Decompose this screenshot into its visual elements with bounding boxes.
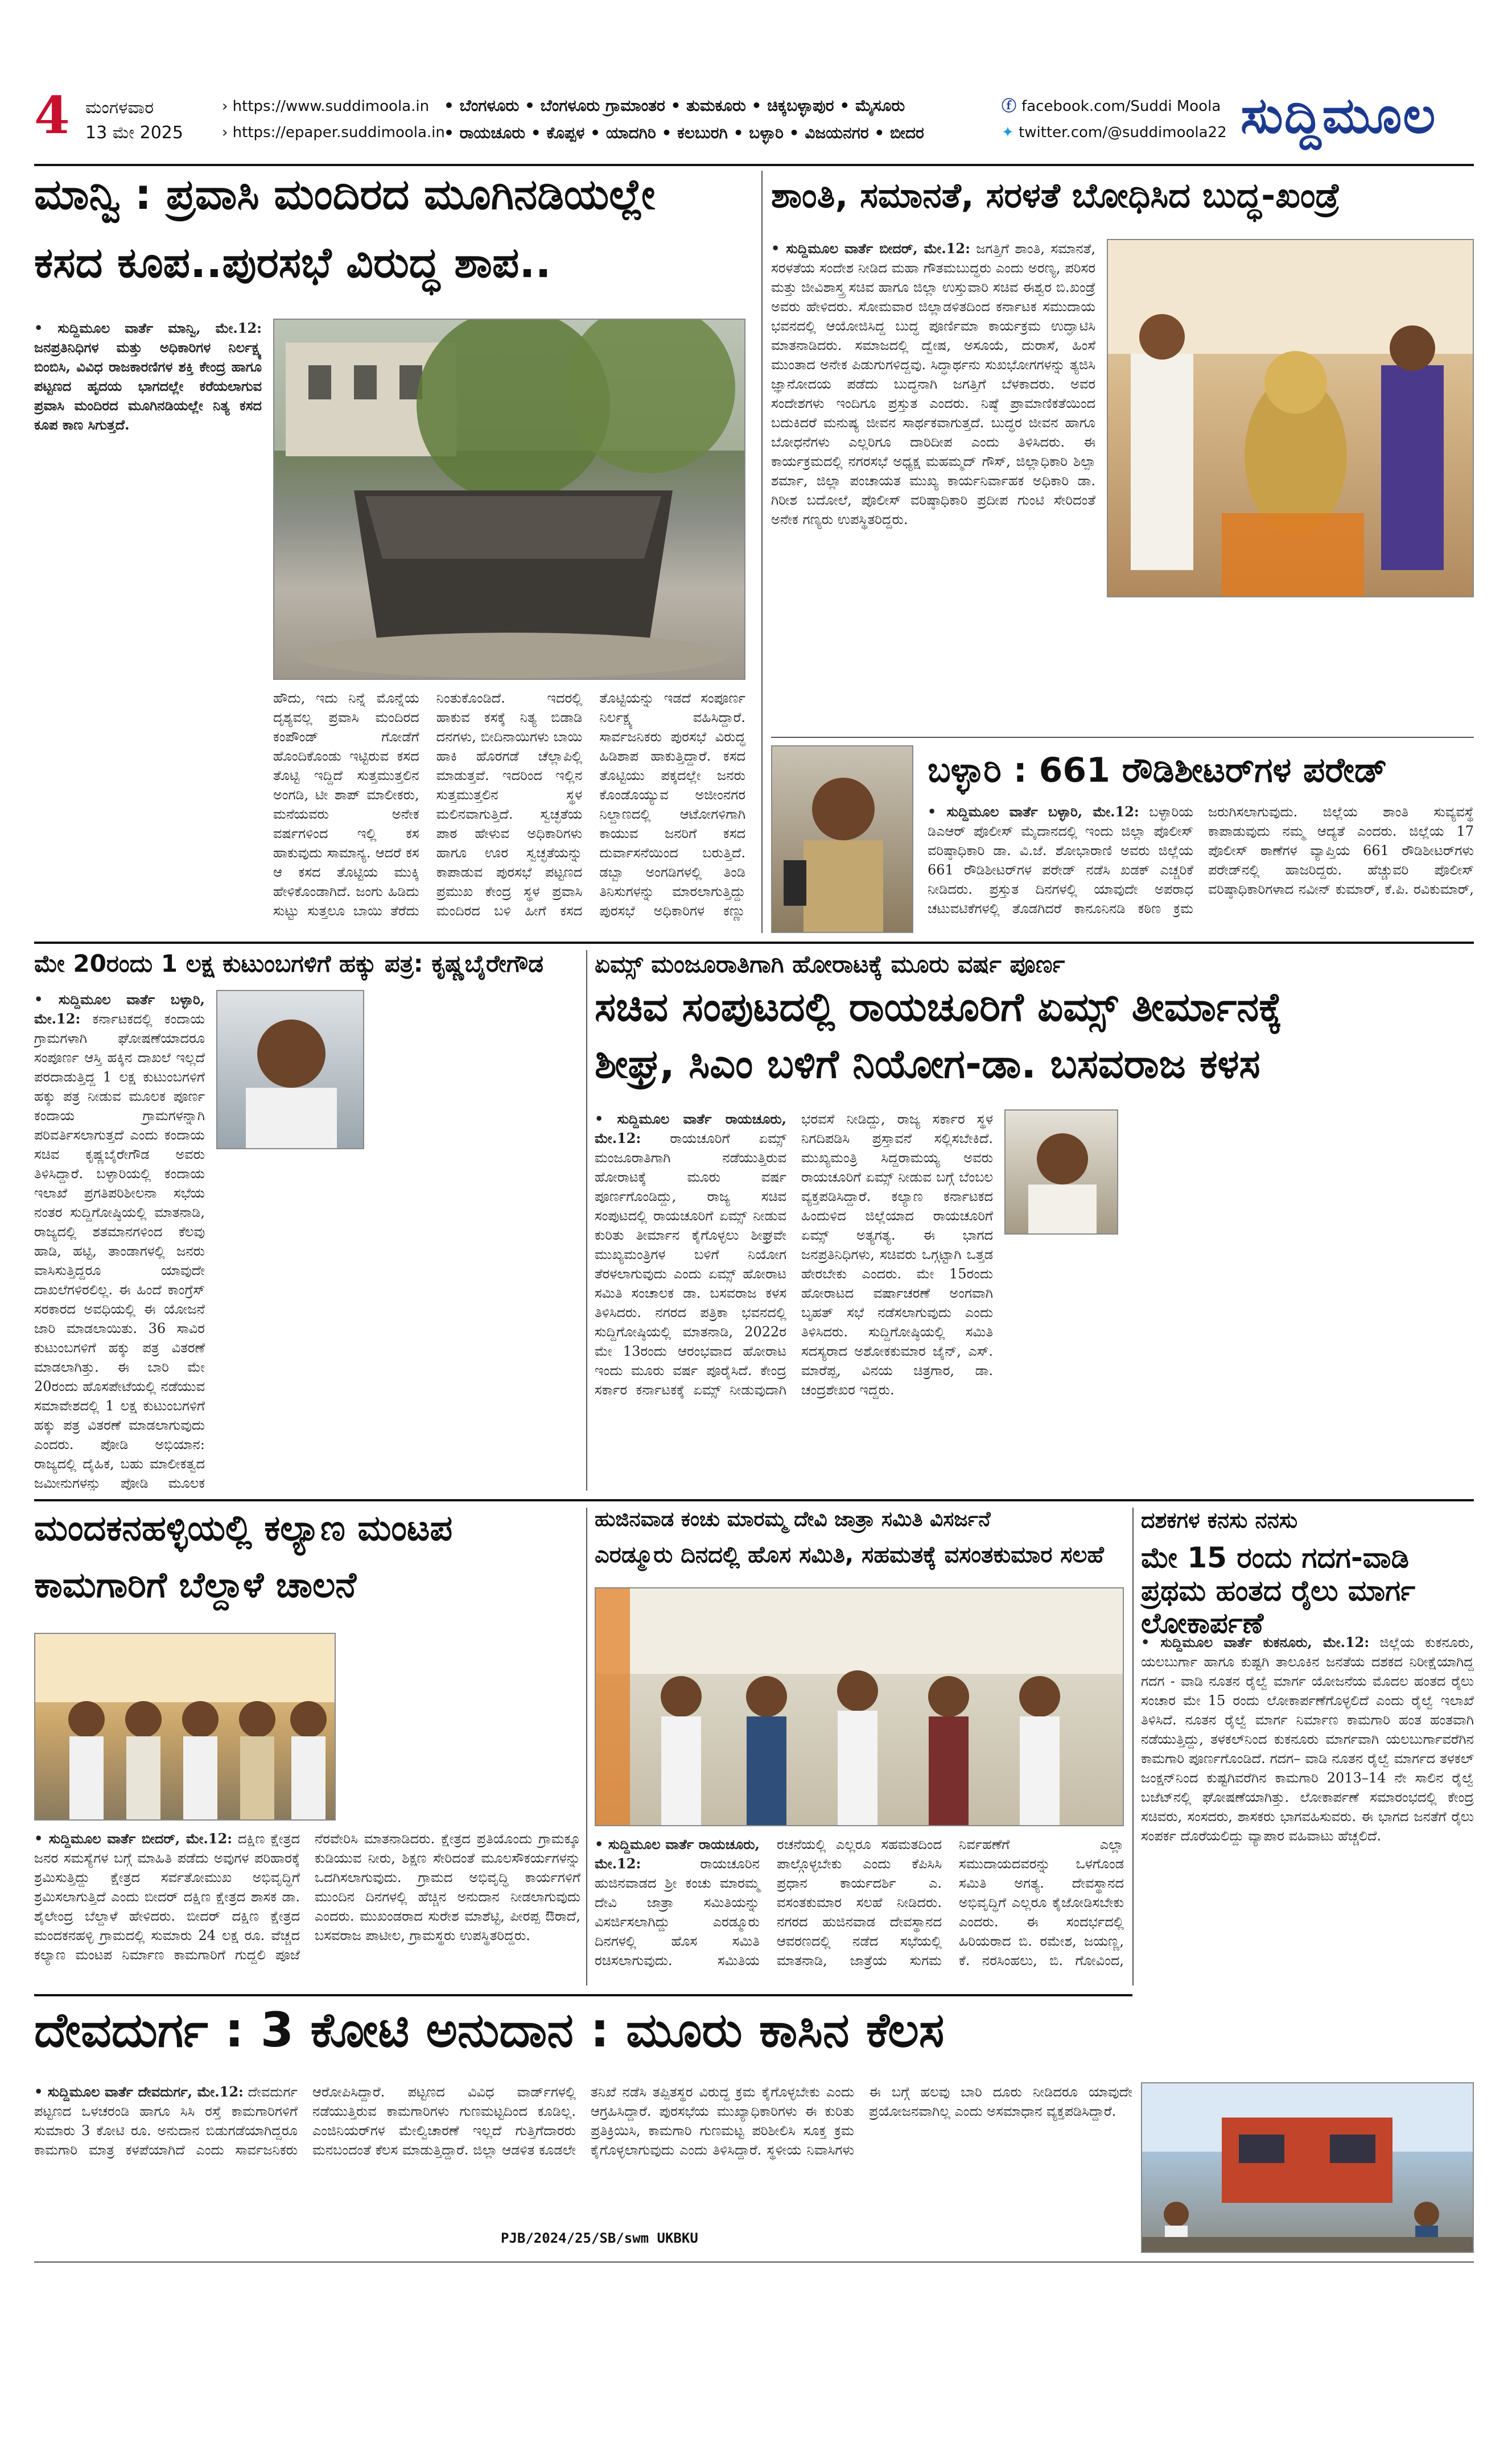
district-nav <box>444 92 1013 147</box>
story8-body: ಜಿಲ್ಲೆಯ ಕುಕನೂರು, ಯಲಬುರ್ಗಾ ಹಾಗೂ ಕುಷ್ಟಗಿ ತಾಲೂಕಿನ ಜನತೆಯ ದಶಕದ ನಿರೀಕ್ಷೆಯಾಗಿದ್ದ ಗದಗ - ವಾಡಿ ನೂತನ ರೈಲ್ವೆ ಮಾರ್ಗ ಯೋಜನೆಯ ಮೊದಲ ಹಂತದ ರೈಲು ಸಂಚಾರ ಮೇ 15 ರಂದು ಲೋಕಾರ್ಪಣೆಗೊಳ್ಳಲಿದೆ ಎಂದು ರೈಲ್ವೆ ಇಲಾಖೆ ತಿಳಿಸಿದೆ. ನೂತನ ರೈಲ್ವೆ ಮಾರ್ಗ ನಿರ್ಮಾಣ ಕಾಮಗಾರಿ ಹಂತ ಹಂತವಾಗಿ ನಡೆಯುತ್ತಿದ್ದು, ತಳಕಲ್‌ನಿಂದ ಕುಕನೂರು ಮಾರ್ಗವಾಗಿ ಯಲಬುರ್ಗಾವರೆಗಿನ ಕಾಮಗಾರಿ ಪೂರ್ಣಗೊಂಡಿದೆ. ಗದಗ– ವಾಡಿ ನೂತನ ರೈಲ್ವೆ ಮಾರ್ಗದ ತಳಕಲ್ ಜಂಕ್ಷನ್‌ನಿಂದ ಕುಷ್ಟಗಿವರೆಗಿನ ಕಾಮಗಾರಿ 2013–14 ನೇ ಸಾಲಿನ ರೈಲ್ವೆ ಬಜೆಟ್‌ನಲ್ಲಿ ಘೋಷಣೆಯಾಗಿತ್ತು. ಲೋಕಾರ್ಪಣೆ ಸಮಾರಂಭದಲ್ಲಿ ಕೇಂದ್ರ ಸಚಿವರು, ಸಂಸದರು, ಶಾಸಕರು ಭಾಗವಹಿಸುವರು. ಈ ಭಾಗದ ಜನತೆಗೆ ರೈಲು ಸಂಪರ್ಕ ದೊರೆಯಲಿದ್ದು ವ್ಯಾಪಾರ ವಹಿವಾಟು ಹೆಚ್ಚಲಿದೆ. <box>1141 1635 1474 1844</box>
story4-headline: ಮೇ 20ರಂದು 1 ಲಕ್ಷ ಕುಟುಂಬಗಳಿಗೆ ಹಕ್ಕು ಪತ್ರ: ಕೃಷ್ಣಬೈರೇಗೌಡ <box>34 950 544 977</box>
story8-byline: • ಸುದ್ದಿಮೂಲ ವಾರ್ತೆ ಕುಕನೂರು, ಮೇ.12: <box>1141 1634 1370 1650</box>
story1-headline-1: ಮಾನ್ವಿ : ಪ್ರವಾಸಿ ಮಂದಿರದ ಮೂಗಿನಡಿಯಲ್ಲೇ <box>34 170 656 219</box>
story9-headline: ದೇವದುರ್ಗ : 3 ಕೋಟಿ ಅನುದಾನ : ಮೂರು ಕಾಸಿನ ಕೆಲಸ <box>34 2002 945 2058</box>
speaker-portrait-image <box>1006 1111 1118 1235</box>
story3-body: ಬಳ್ಳಾರಿಯ ಡಿಎಆರ್ ಪೊಲೀಸ್ ಮೈದಾನದಲ್ಲಿ ಇಂದು ಜಿಲ್ಲಾ ಪೊಲೀಸ್ ವರಿಷ್ಠಾಧಿಕಾರಿ ಡಾ. ವಿ.ಜೆ. ಶೋಭಾರಾಣಿ ಅವರು ಜಿಲ್ಲೆಯ 661 ರೌಡಿಶೀಟರ್‌ಗಳ ಪರೇಡ್ ನಡೆಸಿ ಖಡಕ್ ಎಚ್ಚರಿಕೆ ನೀಡಿದರು. ಪ್ರಸ್ತುತ ದಿನಗಳಲ್ಲಿ ಯಾವುದೇ ಅಪರಾಧ ಚಟುವಟಿಕೆಗಳಲ್ಲಿ ತೊಡಗಿದರೆ ಕಾನೂನಿನಡಿ ಕಠಿಣ ಕ್ರಮ ಜರುಗಿಸಲಾಗುವುದು. ಜಿಲ್ಲೆಯ ಶಾಂತಿ ಸುವ್ಯವಸ್ಥೆ ಕಾಪಾಡುವುದು ನಮ್ಮ ಆದ್ಯತೆ ಎಂದರು. ಜಿಲ್ಲೆಯ 17 ಪೊಲೀಸ್ ಠಾಣೆಗಳ ವ್ಯಾಪ್ತಿಯ 661 ರೌಡಿಶೀಟರ್‌ಗಳು ಪರೇಡ್‌ನಲ್ಲಿ ಹಾಜರಿದ್ದರು. ಹೆಚ್ಚುವರಿ ಪೊಲೀಸ್ ವರಿಷ್ಠಾಧಿಕಾರಿಗಳಾದ ನವೀನ್ ಕುಮಾರ್, ಕೆ.ಪಿ. ರವಿಕುಮಾರ್, <box>928 804 1474 917</box>
story7-kicker: ಹುಜಿನವಾಡ ಕಂಚು ಮಾರಮ್ಮ ದೇವಿ ಜಾತ್ರಾ ಸಮಿತಿ ವಿಸರ್ಜನೆ <box>595 1508 991 1531</box>
ad-code: PJB/2024/25/SB/swm UKBKU <box>501 2230 698 2246</box>
facebook-icon: ⓕ <box>1002 98 1022 115</box>
story6-headline-1: ಮಂದಕನಹಳ್ಳಿಯಲ್ಲಿ ಕಲ್ಯಾಣ ಮಂಟಪ <box>34 1507 453 1549</box>
story3-byline: • ಸುದ್ದಿಮೂಲ ವಾರ್ತೆ ಬಳ್ಳಾರಿ, ಮೇ.12: <box>928 803 1139 820</box>
epaper-link[interactable]: › https://epaper.suddimoola.in <box>222 124 445 141</box>
story5-headline-2: ಶೀಘ್ರ, ಸಿಎಂ ಬಳಿಗೆ ನಿಯೋಗ-ಡಾ. ಬಸವರಾಜ ಕಳಸ <box>595 1041 1260 1087</box>
groundbreaking-ceremony-image <box>35 1634 336 1821</box>
story7-photo <box>595 1587 1124 1826</box>
story2-body-col1 <box>771 239 1095 728</box>
story1-byline: • ಸುದ್ದಿಮೂಲ ವಾರ್ತೆ ಮಾನ್ವಿ, ಮೇ.12: <box>34 320 262 336</box>
story9-body: ದೇವದುರ್ಗ ಪಟ್ಟಣದ ಒಳಚರಂಡಿ ಹಾಗೂ ಸಿಸಿ ರಸ್ತೆ ಕಾಮಗಾರಿಗಳಿಗೆ ಸುಮಾರು 3 ಕೋಟಿ ರೂ. ಅನುದಾನ ಬಿಡುಗಡೆಯಾಗಿದ್ದರೂ ಕಾಮಗಾರಿ ಮಾತ್ರ ಕಳಪೆಯಾಗಿದೆ ಎಂದು ಸಾರ್ವಜನಿಕರು ಆರೋಪಿಸಿದ್ದಾರೆ. ಪಟ್ಟಣದ ವಿವಿಧ ವಾರ್ಡ್‌ಗಳಲ್ಲಿ ನಡೆಯುತ್ತಿರುವ ಕಾಮಗಾರಿಗಳು ಗುಣಮಟ್ಟದಿಂದ ಕೂಡಿಲ್ಲ. ಎಂಜಿನಿಯರ್‌ಗಳ ಮೇಲ್ವಿಚಾರಣೆ ಇಲ್ಲದೆ ಗುತ್ತಿಗೆದಾರರು ಮನಬಂದಂತೆ ಕೆಲಸ ಮಾಡುತ್ತಿದ್ದಾರೆ. ಜಿಲ್ಲಾ ಆಡಳಿತ ಕೂಡಲೇ ತನಿಖೆ ನಡೆಸಿ ತಪ್ಪಿತಸ್ಥರ ವಿರುದ್ಧ ಕ್ರಮ ಕೈಗೊಳ್ಳಬೇಕು ಎಂದು ಆಗ್ರಹಿಸಿದ್ದಾರೆ. ಪುರಸಭೆಯ ಮುಖ್ಯಾಧಿಕಾರಿಗಳು ಈ ಕುರಿತು ಪ್ರತಿಕ್ರಿಯಿಸಿ, ಕಾಮಗಾರಿ ಗುಣಮಟ್ಟ ಪರಿಶೀಲಿಸಿ ಸೂಕ್ತ ಕ್ರಮ ಕೈಗೊಳ್ಳಲಾಗುವುದು ಎಂದು ತಿಳಿಸಿದ್ದಾರೆ. ಸ್ಥಳೀಯ ನಿವಾಸಿಗಳು ಈ ಬಗ್ಗೆ ಹಲವು ಬಾರಿ ದೂರು ನೀಡಿದರೂ ಯಾವುದೇ ಪ್ರಯೋಜನವಾಗಿಲ್ಲ ಎಂದು ಅಸಮಾಧಾನ ವ್ಯಕ್ತಪಡಿಸಿದ್ದಾರೆ. <box>34 2084 1132 2158</box>
nav-row-2: • ರಾಯಚೂರು • ಕೊಪ್ಪಳ • ಯಾದಗಿರಿ • ಕಲಬುರಗಿ • ಬಳ್ಳಾರಿ • ವಿಜಯನಗರ • ಬೀದರ <box>444 123 924 142</box>
buddha-ceremony-image <box>1108 240 1474 597</box>
section-rule-2 <box>34 1499 1474 1501</box>
story4-byline: • ಸುದ್ದಿಮೂಲ ವಾರ್ತೆ ಬಳ್ಳಾರಿ, ಮೇ.12: <box>34 991 205 1027</box>
social-block <box>1002 93 1227 146</box>
story1-lead: ಜನಪ್ರತಿನಿಧಿಗಳ ಮತ್ತು ಅಧಿಕಾರಿಗಳ ನಿರ್ಲಕ್ಷ್ಯ ಬಿಂಬಿಸಿ, ವಿವಿಧ ರಾಜಕಾರಣಿಗಳ ಶಕ್ತಿ ಕೇಂದ್ರ ಹಾಗೂ ಪಟ್ಟಣದ ಹೃದಯ ಭಾಗದಲ್ಲೇ ಕರೆಯಲಾಗುವ ಪ್ರವಾಸಿ ಮಂದಿರದ ಮೂಗಿನಡಿಯಲ್ಲೇ ನಿತ್ಯ ಕಸದ ಕೂಪ ಕಾಣ ಸಿಗುತ್ತದೆ. <box>34 339 262 433</box>
story4-body-col1 <box>34 990 205 1491</box>
page-number: 4 <box>34 85 70 146</box>
story1-body: ಹೌದು, ಇದು ನಿನ್ನೆ ಮೊನ್ನೆಯ ದೃಶ್ಯವಲ್ಲ ಪ್ರವಾಸಿ ಮಂದಿರದ ಕಂಪೌಂಡ್ ಗೋಡೆಗೆ ಹೊಂದಿಕೊಂಡು ಇಟ್ಟಿರುವ ಕಸದ ತೊಟ್ಟಿ ಇದ್ದಿದೆ ಸುತ್ತಮುತ್ತಲಿನ ಅಂಗಡಿ, ಟೀ ಶಾಪ್ ಮಾಲೀಕರು, ಮನೆಯವರು ಅನೇಕ ವರ್ಷಗಳಿಂದ ಇಲ್ಲಿ ಕಸ ಹಾಕುವುದು ಸಾಮಾನ್ಯ. ಆದರೆ ಕಸ ಆ ಕಸದ ತೊಟ್ಟಿಯ ಮುಕ್ಕಿ ಹೇಳಿಕೊಂಡಾಗಿದೆ. ಜಂಗು ಹಿಡಿದು ಸುಟ್ಟು ಸುತ್ತಲೂ ಬಾಯಿ ತೆರೆದು ನಿಂತುಕೊಂಡಿದೆ. ಇದರಲ್ಲಿ ಹಾಕುವ ಕಸಕ್ಕೆ ನಿತ್ಯ ಬಿಡಾಡಿ ದನಗಳು, ಬೀದಿನಾಯಿಗಳು ಬಾಯಿ ಹಾಕಿ ಹೊರಗಡೆ ಚೆಲ್ಲಾಪಿಲ್ಲಿ ಮಾಡುತ್ತವೆ. ಇದರಿಂದ ಇಲ್ಲಿನ ಸುತ್ತಮುತ್ತಲಿನ ಸ್ಥಳ ಮಲಿನವಾಗುತ್ತಿದೆ. ಸ್ವಚ್ಛತೆಯ ಪಾಠ ಹೇಳುವ ಅಧಿಕಾರಿಗಳು ಹಾಗೂ ಊರ ಸ್ವಚ್ಛತೆಯನ್ನು ಕಾಪಾಡುವ ಪುರಸಭೆ ಪಟ್ಟಣದ ಪ್ರಮುಖ ಕೇಂದ್ರ ಸ್ಥಳ ಪ್ರವಾಸಿ ಮಂದಿರದ ಬಳಿ ಹೀಗೆ ಕಸದ ತೊಟ್ಟಿಯನ್ನು ಇಡದೆ ಸಂಪೂರ್ಣ ನಿರ್ಲಕ್ಷ್ಯ ವಹಿಸಿದ್ದಾರೆ. ಸಾರ್ವಜನಿಕರು ಪುರಸಭೆ ವಿರುದ್ಧ ಹಿಡಿಶಾಪ ಹಾಕುತ್ತಿದ್ದಾರೆ. ಕಸದ ತೊಟ್ಟಿಯು ಪಕ್ಕದಲ್ಲೇ ಜನರು ಕೊಂಡೊಯ್ಯುವ ಅಜೀಂನಗರ ನಿಲ್ದಾಣದಲ್ಲಿ ಆಟೋಗಳಿಗಾಗಿ ಕಾಯುವ ಜನರಿಗೆ ಕಸದ ದುರ್ವಾಸನೆಯಿಂದ ಬರುತ್ತಿದೆ. ಡಬ್ಬಾ ಅಂಗಡಿಗಳಲ್ಲಿ ತಿಂಡಿ ತಿನಿಸುಗಳನ್ನು ಮಾರಲಾಗುತ್ತಿದ್ದು ಪುರಸಭೆ ಅಧಿಕಾರಿಗಳ ಕಣ್ಣು <box>273 690 745 919</box>
garbage-bin-image <box>274 320 745 680</box>
column-divider-4 <box>1132 1508 1134 1986</box>
date-label: 13 ಮೇ 2025 <box>85 123 183 143</box>
story5-headline-1: ಸಚಿವ ಸಂಪುಟದಲ್ಲಿ ರಾಯಚೂರಿಗೆ ಏಮ್ಸ್ ತೀರ್ಮಾನಕ್ಕೆ <box>595 984 1283 1030</box>
column-divider <box>761 171 763 933</box>
story6-body: ದಕ್ಷಿಣ ಕ್ಷೇತ್ರದ ಜನರ ಸಮಸ್ಯೆಗಳ ಬಗ್ಗೆ ಮಾಹಿತಿ ಪಡೆದು ಅವುಗಳ ಪರಿಹಾರಕ್ಕೆ ಶ್ರಮಿಸುತ್ತಿದ್ದು ಕ್ಷೇತ್ರದ ಸರ್ವತೋಮುಖ ಅಭಿವೃದ್ಧಿಗೆ ಶ್ರಮಿಸಲಾಗುತ್ತಿದೆ ಎಂದು ಬೀದರ್ ದಕ್ಷಿಣ ಕ್ಷೇತ್ರದ ಶಾಸಕ ಡಾ. ಶೈಲೇಂದ್ರ ಬೆಲ್ದಾಳೆ ಹೇಳಿದರು. ಬೀದರ್ ದಕ್ಷಿಣ ಕ್ಷೇತ್ರದ ಮಂದಕನಹಳ್ಳಿ ಗ್ರಾಮದಲ್ಲಿ ಸುಮಾರು 24 ಲಕ್ಷ ರೂ. ವೆಚ್ಚದ ಕಲ್ಯಾಣ ಮಂಟಪ ನಿರ್ಮಾಣ ಕಾಮಗಾರಿಗೆ ಗುದ್ದಲಿ ಪೂಜೆ ನೆರವೇರಿಸಿ ಮಾತನಾಡಿದರು. ಕ್ಷೇತ್ರದ ಪ್ರತಿಯೊಂದು ಗ್ರಾಮಕ್ಕೂ ಕುಡಿಯುವ ನೀರು, ಶಿಕ್ಷಣ ಸೇರಿದಂತೆ ಮೂಲಸೌಕರ್ಯಗಳನ್ನು ಒದಗಿಸಲಾಗುವುದು. ಗ್ರಾಮದ ಅಭಿವೃದ್ಧಿ ಕಾರ್ಯಗಳಿಗೆ ಮುಂದಿನ ದಿನಗಳಲ್ಲಿ ಹೆಚ್ಚಿನ ಅನುದಾನ ನೀಡಲಾಗುವುದು ಎಂದರು. ಮುಖಂಡರಾದ ಸುರೇಶ ಮಾಶೆಟ್ಟಿ, ಪೀರಪ್ಪ ಔರಾದೆ, ಬಸವರಾಜ ಪಾಟೀಲ, ಗ್ರಾಮಸ್ಥರು ಉಪಸ್ಥಿತರಿದ್ದರು. <box>34 1831 580 1963</box>
story5-body: ರಾಯಚೂರಿಗೆ ಏಮ್ಸ್ ಮಂಜೂರಾತಿಗಾಗಿ ನಡೆಯುತ್ತಿರುವ ಹೋರಾಟಕ್ಕೆ ಮೂರು ವರ್ಷ ಪೂರ್ಣಗೊಂಡಿದ್ದು, ರಾಜ್ಯ ಸಚಿವ ಸಂಪುಟದಲ್ಲಿ ರಾಯಚೂರಿಗೆ ಏಮ್ಸ್ ನೀಡುವ ಕುರಿತು ತೀರ್ಮಾನ ಕೈಗೊಳ್ಳಲು ಶೀಘ್ರವೇ ಮುಖ್ಯಮಂತ್ರಿಗಳ ಬಳಿಗೆ ನಿಯೋಗ ತೆರಳಲಾಗುವುದು ಎಂದು ಏಮ್ಸ್ ಹೋರಾಟ ಸಮಿತಿ ಸಂಚಾಲಕ ಡಾ. ಬಸವರಾಜ ಕಳಸ ತಿಳಿಸಿದರು. ನಗರದ ಪತ್ರಿಕಾ ಭವನದಲ್ಲಿ ಸುದ್ದಿಗೋಷ್ಠಿಯಲ್ಲಿ ಮಾತನಾಡಿ, 2022ರ ಮೇ 13ರಂದು ಆರಂಭವಾದ ಹೋರಾಟ ಇಂದು ಮೂರು ವರ್ಷ ಪೂರೈಸಿದೆ. ಕೇಂದ್ರ ಸರ್ಕಾರ ಕರ್ನಾಟಕಕ್ಕೆ ಏಮ್ಸ್ ನೀಡುವುದಾಗಿ ಭರವಸೆ ನೀಡಿದ್ದು, ರಾಜ್ಯ ಸರ್ಕಾರ ಸ್ಥಳ ನಿಗದಿಪಡಿಸಿ ಪ್ರಸ್ತಾವನೆ ಸಲ್ಲಿಸಬೇಕಿದೆ. ಮುಖ್ಯಮಂತ್ರಿ ಸಿದ್ದರಾಮಯ್ಯ ಅವರು ರಾಯಚೂರಿಗೆ ಏಮ್ಸ್ ನೀಡುವ ಬಗ್ಗೆ ಬೆಂಬಲ ವ್ಯಕ್ತಪಡಿಸಿದ್ದಾರೆ. ಕಲ್ಯಾಣ ಕರ್ನಾಟಕದ ಹಿಂದುಳಿದ ಜಿಲ್ಲೆಯಾದ ರಾಯಚೂರಿಗೆ ಏಮ್ಸ್ ಅತ್ಯಗತ್ಯ. ಈ ಭಾಗದ ಜನಪ್ರತಿನಿಧಿಗಳು, ಸಚಿವರು ಒಗ್ಗಟ್ಟಾಗಿ ಒತ್ತಡ ಹೇರಬೇಕು ಎಂದರು. ಮೇ 15ರಂದು ಹೋರಾಟದ ವರ್ಷಾಚರಣೆ ಅಂಗವಾಗಿ ಬೃಹತ್ ಸಭೆ ನಡೆಸಲಾಗುವುದು ಎಂದು ತಿಳಿಸಿದರು. ಸುದ್ದಿಗೋಷ್ಠಿಯಲ್ಲಿ ಸಮಿತಿ ಸದಸ್ಯರಾದ ಅಶೋಕಕುಮಾರ ಜೈನ್, ಎಸ್. ಮಾರೆಪ್ಪ, ವಿನಯ ಚಿತ್ರಗಾರ, ಡಾ. ಚಂದ್ರಶೇಖರ ಇದ್ದರು. <box>595 1111 993 1398</box>
story2-headline: ಶಾಂತಿ, ಸಮಾನತೆ, ಸರಳತೆ ಬೋಧಿಸಿದ ಬುದ್ಧ-ಖಂಡ್ರೆ <box>771 176 1340 216</box>
story8-photo <box>1141 2082 1474 2253</box>
story8-headline: ಮೇ 15 ರಂದು ಗದಗ-ವಾಡಿ ಪ್ರಥಮ ಹಂತದ ರೈಲು ಮಾರ್ಗ ಲೋಕಾರ್ಪಣೆ <box>1141 1541 1416 1640</box>
story4-body: ಕರ್ನಾಟಕದಲ್ಲಿ ಕಂದಾಯ ಗ್ರಾಮಗಳಾಗಿ ಘೋಷಣೆಯಾದರೂ ಸಂಪೂರ್ಣ ಆಸ್ತಿ ಹಕ್ಕಿನ ದಾಖಲೆ ಇಲ್ಲದೆ ಪರದಾಡುತ್ತಿದ್ದ 1 ಲಕ್ಷ ಕುಟುಂಬಗಳಿಗೆ ಹಕ್ಕು ಪತ್ರ ನೀಡುವ ಮೂಲಕ ಪೂರ್ಣ ಕಂದಾಯ ಗ್ರಾಮಗಳನ್ನಾಗಿ ಪರಿವರ್ತಿಸಲಾಗುತ್ತದೆ ಎಂದು ಕಂದಾಯ ಸಚಿವ ಕೃಷ್ಣಬೈರೇಗೌಡ ಅವರು ತಿಳಿಸಿದ್ದಾರೆ. ಬಳ್ಳಾರಿಯಲ್ಲಿ ಕಂದಾಯ ಇಲಾಖೆ ಪ್ರಗತಿಪರಿಶೀಲನಾ ಸಭೆಯ ನಂತರ ಸುದ್ದಿಗೋಷ್ಠಿಯಲ್ಲಿ ಮಾತನಾಡಿ, ರಾಜ್ಯದಲ್ಲಿ ಶತಮಾನಗಳಿಂದ ಕೆಲವು ಹಾಡಿ, ಹಟ್ಟಿ, ತಾಂಡಾಗಳಲ್ಲಿ ಜನರು ವಾಸಿಸುತ್ತಿದ್ದರೂ ಯಾವುದೇ ದಾಖಲೆಗಳಿರಲಿಲ್ಲ. ಈ ಹಿಂದೆ ಕಾಂಗ್ರೆಸ್ ಸರಕಾರದ ಅವಧಿಯಲ್ಲಿ ಈ ಯೋಜನೆ ಜಾರಿ ಮಾಡಲಾಯಿತು. 36 ಸಾವಿರ ಕುಟುಂಬಗಳಿಗೆ ಹಕ್ಕು ಪತ್ರ ವಿತರಣೆ ಮಾಡಲಾಗಿತ್ತು. ಈ ಬಾರಿ ಮೇ 20ರಂದು ಹೊಸಪೇಟೆಯಲ್ಲಿ ನಡೆಯುವ ಸಮಾವೇಶದಲ್ಲಿ 1 ಲಕ್ಷ ಕುಟುಂಬಗಳಿಗೆ ಹಕ್ಕು ಪತ್ರ ವಿತರಣೆ ಮಾಡಲಾಗುವುದು ಎಂದರು. ಪೋಡಿ ಅಭಿಯಾನ: ರಾಜ್ಯದಲ್ಲಿ ದೈಹಿಕ, ಬಹು ಮಾಲೀಕತ್ವದ ಜಮೀನುಗಳನ್ನು ಪೋಡಿ ಮೂಲಕ <box>34 1011 205 1491</box>
story5-body-col2 <box>1130 1109 1474 1491</box>
facebook-link[interactable]: ⓕ facebook.com/Suddi Moola <box>1002 98 1221 115</box>
twitter-icon: ✦ <box>1002 124 1019 141</box>
story5-body-block <box>595 1109 993 1491</box>
url-block <box>222 93 445 146</box>
chevron-right-icon: › <box>222 124 233 141</box>
story6-photo <box>34 1633 336 1821</box>
minister-portrait-image <box>217 991 364 1149</box>
column-divider-3 <box>586 1508 587 1986</box>
day-label: ಮಂಗಳವಾರ <box>85 98 154 118</box>
story5-byline: • ಸುದ್ದಿಮೂಲ ವಾರ್ತೆ ರಾಯಚೂರು, ಮೇ.12: <box>595 1111 786 1146</box>
story8-body-block <box>1141 1633 1474 2071</box>
story3-headline: ಬಳ್ಳಾರಿ : 661 ರೌಡಿಶೀಟರ್‌ಗಳ ಪರೇಡ್ <box>928 750 1387 790</box>
story2-byline: • ಸುದ್ದಿಮೂಲ ವಾರ್ತೆ ಬೀದರ್, ಮೇ.12: <box>771 240 970 257</box>
story4-photo <box>216 990 364 1149</box>
story3-body-block <box>928 802 1474 933</box>
police-officer-image <box>772 746 913 933</box>
footer-rule <box>34 2261 1474 2263</box>
train-inauguration-image <box>1142 2083 1474 2253</box>
story7-body-block <box>595 1835 1124 1986</box>
story2-body: ಜಗತ್ತಿಗೆ ಶಾಂತಿ, ಸಮಾನತೆ, ಸರಳತೆಯ ಸಂದೇಶ ನೀಡಿದ ಮಹಾ ಗೌತಮಬುದ್ಧರು ಎಂದು ಅರಣ್ಯ, ಪರಿಸರ ಮತ್ತು ಜೀವಿಶಾಸ್ತ್ರ ಸಚಿವ ಹಾಗೂ ಜಿಲ್ಲಾ ಉಸ್ತುವಾರಿ ಸಚಿವ ಈಶ್ವರ ಬಿ.ಖಂಡ್ರೆ ಅವರು ಹೇಳಿದರು. ಸೋಮವಾರ ಜಿಲ್ಲಾಡಳಿತದಿಂದ ಕರ್ನಾಟಕ ಸಮುದಾಯ ಭವನದಲ್ಲಿ ಆಯೋಜಿಸಿದ್ದ ಬುದ್ಧ ಪೂರ್ಣಿಮಾ ಕಾರ್ಯಕ್ರಮ ಉದ್ಘಾಟಿಸಿ ಮಾತನಾಡಿದರು. ಸಮಾಜದಲ್ಲಿ ದ್ವೇಷ, ಅಸೂಯೆ, ದುರಾಸೆ, ಹಿಂಸೆ ಮುಂತಾದ ಅನೇಕ ಪಿಡುಗುಗಳಿದ್ದವು. ಸಿದ್ಧಾರ್ಥನು ಸುಖಭೋಗಗಳನ್ನು ತ್ಯಜಿಸಿ ಜ್ಞಾನೋದಯ ಪಡೆದು ಬುದ್ಧನಾಗಿ ಜಗತ್ತಿಗೆ ಬೆಳಕಾದರು. ಅವರ ಸಂದೇಶಗಳು ಇಂದಿಗೂ ಪ್ರಸ್ತುತ ಎಂದರು. ನಿಷ್ಠೆ ಪ್ರಾಮಾಣಿಕತೆಯಿಂದ ಬದುಕಿದರೆ ಮನುಷ್ಯ ಜೀವನ ಸಾರ್ಥಕವಾಗುತ್ತದೆ. ಬುದ್ಧರ ಜೀವನ ಹಾಗೂ ಬೋಧನೆಗಳು ಎಲ್ಲರಿಗೂ ದಾರಿದೀಪ ಎಂದು ತಿಳಿಸಿದರು. ಈ ಕಾರ್ಯಕ್ರಮದಲ್ಲಿ ನಗರಸಭೆ ಅಧ್ಯಕ್ಷ ಮಹಮ್ಮದ್ ಗೌಸ್, ಜಿಲ್ಲಾಧಿಕಾರಿ ಶಿಲ್ಪಾ ಶರ್ಮಾ, ಜಿಲ್ಲಾ ಪಂಚಾಯತ ಮುಖ್ಯ ಕಾರ್ಯನಿರ್ವಾಹಕ ಅಧಿಕಾರಿ ಡಾ. ಗಿರೀಶ ಬದೋಲೆ, ಪೊಲೀಸ್ ವರಿಷ್ಠಾಧಿಕಾರಿ ಪ್ರದೀಪ ಗುಂಟಿ ಸೇರಿದಂತೆ ಅನೇಕ ಗಣ್ಯರು ಉಪಸ್ಥಿತರಿದ್ದರು. <box>771 241 1095 527</box>
story4-body-col2 <box>216 1155 580 1491</box>
story1-photo <box>273 319 745 680</box>
story6-headline-2: ಕಾಮಗಾರಿಗೆ ಬೆಲ್ದಾಳೆ ಚಾಲನೆ <box>34 1564 357 1605</box>
story6-byline: • ಸುದ್ದಿಮೂಲ ವಾರ್ತೆ ಬೀದರ್, ಮೇ.12: <box>34 1830 233 1847</box>
story9-byline: • ಸುದ್ದಿಮೂಲ ವಾರ್ತೆ ದೇವದುರ್ಗ, ಮೇ.12: <box>34 2083 244 2100</box>
committee-meeting-image <box>596 1588 1124 1826</box>
section-rule-3 <box>34 1994 1132 1996</box>
story1-headline-2: ಕಸದ ಕೂಪ..ಪುರಸಭೆ ವಿರುದ್ಧ ಶಾಪ.. <box>34 238 551 287</box>
masthead <box>34 85 1474 171</box>
story5-photo <box>1004 1109 1118 1235</box>
story1-body-continued <box>34 569 262 933</box>
nav-row-1: • ಬೆಂಗಳೂರು • ಬೆಂಗಳೂರು ಗ್ರಾಮಾಂತರ • ತುಮಕೂರು • ಚಿಕ್ಕಬಳ್ಳಾಪುರ • ಮೈಸೂರು <box>444 96 905 115</box>
chevron-right-icon: › <box>222 98 233 115</box>
dateline <box>85 96 183 146</box>
column-divider-2 <box>586 950 587 1491</box>
story6-body-block <box>34 1829 580 1986</box>
section-rule-1 <box>34 942 1474 944</box>
twitter-link[interactable]: ✦ twitter.com/@suddimoola22 <box>1002 124 1227 141</box>
story9-body-block <box>34 2082 1132 2253</box>
story7-body: ರಾಯಚೂರಿನ ಹುಜಿನವಾಡದ ಶ್ರೀ ಕಂಚು ಮಾರಮ್ಮ ದೇವಿ ಜಾತ್ರಾ ಸಮಿತಿಯನ್ನು ವಿಸರ್ಜಿಸಲಾಗಿದ್ದು ಎರಡ್ಮೂರು ದಿನಗಳಲ್ಲಿ ಹೊಸ ಸಮಿತಿ ರಚಿಸಲಾಗುವುದು. ಸಮಿತಿಯ ರಚನೆಯಲ್ಲಿ ಎಲ್ಲರೂ ಸಹಮತದಿಂದ ಪಾಲ್ಗೊಳ್ಳಬೇಕು ಎಂದು ಕೆಪಿಸಿಸಿ ಪ್ರಧಾನ ಕಾರ್ಯದರ್ಶಿ ಎ. ವಸಂತಕುಮಾರ ಸಲಹೆ ನೀಡಿದರು. ನಗರದ ಹುಜಿನವಾಡ ದೇವಸ್ಥಾನದ ಆವರಣದಲ್ಲಿ ನಡೆದ ಸಭೆಯಲ್ಲಿ ಮಾತನಾಡಿ, ಜಾತ್ರೆಯ ಸುಗಮ ನಿರ್ವಹಣೆಗೆ ಎಲ್ಲಾ ಸಮುದಾಯದವರನ್ನು ಒಳಗೊಂಡ ಸಮಿತಿ ಅಗತ್ಯ. ದೇವಸ್ಥಾನದ ಅಭಿವೃದ್ಧಿಗೆ ಎಲ್ಲರೂ ಕೈಜೋಡಿಸಬೇಕು ಎಂದರು. ಈ ಸಂದರ್ಭದಲ್ಲಿ ಹಿರಿಯರಾದ ಬಿ. ರಮೇಶ, ಜಯಣ್ಣ, ಕೆ. ನರಸಿಂಹಲು, ಬಿ. ಗೋವಿಂದ, <box>595 1836 1124 1968</box>
logo: ಸುದ್ದಿಮೂಲ <box>1241 85 1437 145</box>
story2-rule <box>771 737 1474 738</box>
story3-photo <box>771 745 913 933</box>
story5-kicker: ಏಮ್ಸ್ ಮಂಜೂರಾತಿಗಾಗಿ ಹೋರಾಟಕ್ಕೆ ಮೂರು ವರ್ಷ ಪೂರ್ಣ <box>595 950 1065 978</box>
website-link[interactable]: › https://www.suddimoola.in <box>222 98 430 115</box>
story2-photo <box>1107 239 1474 597</box>
story2-body-col2 <box>1107 606 1474 728</box>
masthead-rule <box>34 164 1474 166</box>
story7-byline: • ಸುದ್ದಿಮೂಲ ವಾರ್ತೆ ರಾಯಚೂರು, ಮೇ.12: <box>595 1836 760 1872</box>
story8-kicker: ದಶಕಗಳ ಕನಸು ನನಸು <box>1141 1508 1298 1533</box>
story7-headline: ಎರಡ್ಮೂರು ದಿನದಲ್ಲಿ ಹೊಸ ಸಮಿತಿ, ಸಹಮತಕ್ಕೆ ವಸಂತಕುಮಾರ ಸಲಹೆ <box>595 1542 1104 1568</box>
